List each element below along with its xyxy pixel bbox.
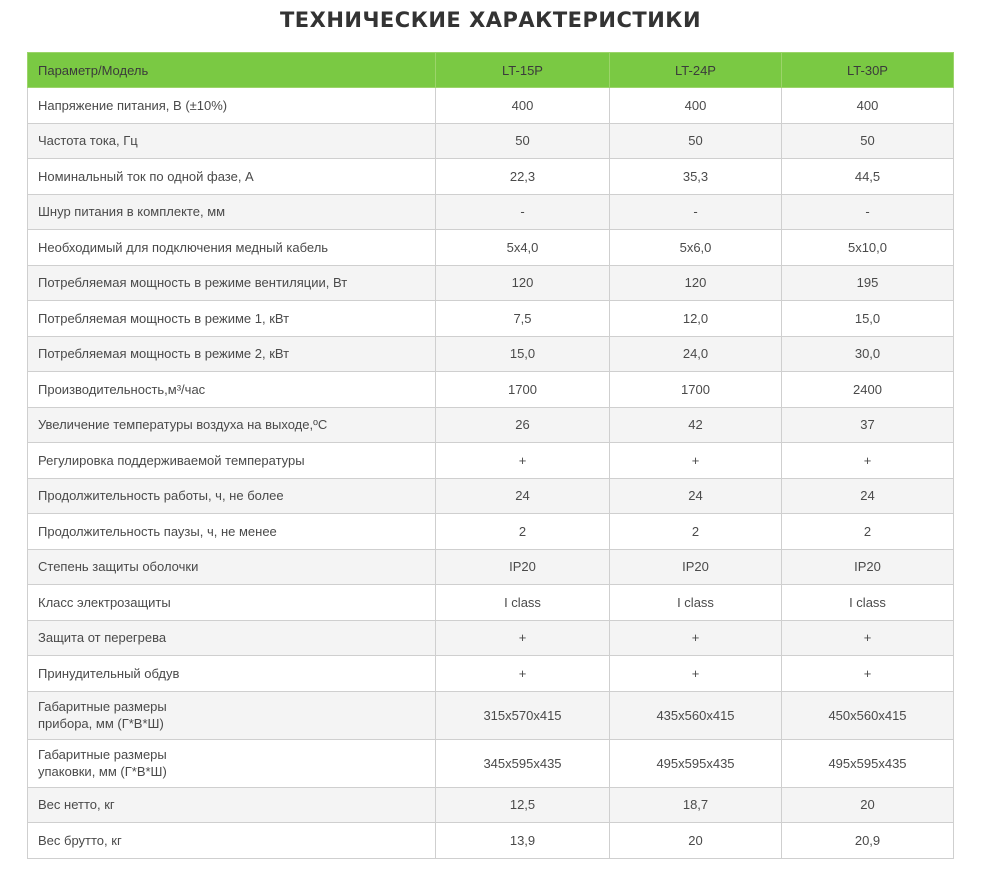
value-cell: 15,0 [782, 301, 954, 337]
value-cell: 12,5 [436, 787, 610, 823]
param-cell: Номинальный ток по одной фазе, А [28, 159, 436, 195]
table-header-row [28, 53, 954, 88]
param-cell: Принудительный обдув [28, 656, 436, 692]
value-cell: IP20 [436, 549, 610, 585]
value-cell: 35,3 [610, 159, 782, 195]
value-cell: 400 [610, 88, 782, 124]
value-cell: 435x560x415 [610, 691, 782, 739]
value-cell: 5x6,0 [610, 230, 782, 266]
value-cell: I class [782, 585, 954, 621]
table-row [28, 823, 954, 859]
value-cell: 400 [782, 88, 954, 124]
param-cell: Степень защиты оболочки [28, 549, 436, 585]
value-cell: 24 [436, 478, 610, 514]
value-cell: 5x4,0 [436, 230, 610, 266]
param-cell: Класс электрозащиты [28, 585, 436, 621]
value-cell: 37 [782, 407, 954, 443]
value-cell: 2 [436, 514, 610, 550]
page-title: ТЕХНИЧЕСКИЕ ХАРАКТЕРИСТИКИ [279, 8, 702, 32]
value-cell: + [610, 656, 782, 692]
param-cell: Вес брутто, кг [28, 823, 436, 859]
value-cell: 44,5 [782, 159, 954, 195]
param-cell: Шнур питания в комплекте, мм [28, 194, 436, 230]
value-cell: + [610, 620, 782, 656]
value-cell: 12,0 [610, 301, 782, 337]
value-cell: 24 [610, 478, 782, 514]
table-row [28, 478, 954, 514]
table-row [28, 372, 954, 408]
value-cell: + [782, 620, 954, 656]
value-cell: 7,5 [436, 301, 610, 337]
table-row [28, 336, 954, 372]
value-cell: + [436, 620, 610, 656]
value-cell: 495x595x435 [782, 739, 954, 787]
param-cell [28, 691, 436, 739]
value-cell: 315x570x415 [436, 691, 610, 739]
value-cell: + [610, 443, 782, 479]
table-row [28, 230, 954, 266]
value-cell: 20 [782, 787, 954, 823]
value-cell: I class [436, 585, 610, 621]
value-cell: IP20 [782, 549, 954, 585]
value-cell: + [782, 656, 954, 692]
value-cell: 495x595x435 [610, 739, 782, 787]
value-cell: 50 [782, 123, 954, 159]
param-cell: Увеличение температуры воздуха на выходе,ºC [28, 407, 436, 443]
value-cell: + [436, 656, 610, 692]
value-cell: + [436, 443, 610, 479]
value-cell: IP20 [610, 549, 782, 585]
param-line-1: Габаритные размеры [38, 747, 167, 762]
value-cell: 13,9 [436, 823, 610, 859]
param-cell: Защита от перегрева [28, 620, 436, 656]
value-cell: 345x595x435 [436, 739, 610, 787]
value-cell: 2400 [782, 372, 954, 408]
value-cell: 50 [436, 123, 610, 159]
value-cell: + [782, 443, 954, 479]
value-cell: 30,0 [782, 336, 954, 372]
value-cell: 18,7 [610, 787, 782, 823]
value-cell: 22,3 [436, 159, 610, 195]
param-cell: Продолжительность паузы, ч, не менее [28, 514, 436, 550]
table-row [28, 194, 954, 230]
value-cell: 120 [436, 265, 610, 301]
value-cell: I class [610, 585, 782, 621]
table-row [28, 88, 954, 124]
value-cell: 26 [436, 407, 610, 443]
value-cell: 1700 [610, 372, 782, 408]
param-cell: Потребляемая мощность в режиме 2, кВт [28, 336, 436, 372]
param-cell: Частота тока, Гц [28, 123, 436, 159]
param-cell: Вес нетто, кг [28, 787, 436, 823]
value-cell: 5x10,0 [782, 230, 954, 266]
param-cell: Производительность,м³/час [28, 372, 436, 408]
spec-table [27, 52, 954, 859]
header-model-lt30p: LT-30P [782, 53, 954, 88]
table-row [28, 159, 954, 195]
param-cell: Необходимый для подключения медный кабель [28, 230, 436, 266]
value-cell: 42 [610, 407, 782, 443]
value-cell: 50 [610, 123, 782, 159]
param-cell: Регулировка поддерживаемой температуры [28, 443, 436, 479]
table-row [28, 549, 954, 585]
value-cell: - [436, 194, 610, 230]
table-row [28, 514, 954, 550]
param-cell [28, 739, 436, 787]
param-line-2: прибора, мм (Г*В*Ш) [38, 716, 164, 731]
table-row [28, 620, 954, 656]
table-row [28, 301, 954, 337]
table-row [28, 739, 954, 787]
header-model-lt15p: LT-15P [436, 53, 610, 88]
header-model-lt24p: LT-24P [610, 53, 782, 88]
value-cell: 120 [610, 265, 782, 301]
table-row [28, 787, 954, 823]
param-cell: Потребляемая мощность в режиме 1, кВт [28, 301, 436, 337]
table-row [28, 265, 954, 301]
value-cell: 400 [436, 88, 610, 124]
header-param: Параметр/Модель [28, 53, 436, 88]
value-cell: 1700 [436, 372, 610, 408]
param-cell: Продолжительность работы, ч, не более [28, 478, 436, 514]
value-cell: 24 [782, 478, 954, 514]
value-cell: - [610, 194, 782, 230]
value-cell: 195 [782, 265, 954, 301]
value-cell: 20 [610, 823, 782, 859]
value-cell: 2 [610, 514, 782, 550]
table-row [28, 585, 954, 621]
table-row [28, 691, 954, 739]
param-line-1: Габаритные размеры [38, 699, 167, 714]
value-cell: 20,9 [782, 823, 954, 859]
table-row [28, 656, 954, 692]
table-row [28, 123, 954, 159]
value-cell: - [782, 194, 954, 230]
value-cell: 2 [782, 514, 954, 550]
param-cell: Напряжение питания, В (±10%) [28, 88, 436, 124]
table-row [28, 407, 954, 443]
value-cell: 450x560x415 [782, 691, 954, 739]
param-cell: Потребляемая мощность в режиме вентиляции, Вт [28, 265, 436, 301]
param-line-2: упаковки, мм (Г*В*Ш) [38, 764, 167, 779]
value-cell: 15,0 [436, 336, 610, 372]
table-row [28, 443, 954, 479]
value-cell: 24,0 [610, 336, 782, 372]
